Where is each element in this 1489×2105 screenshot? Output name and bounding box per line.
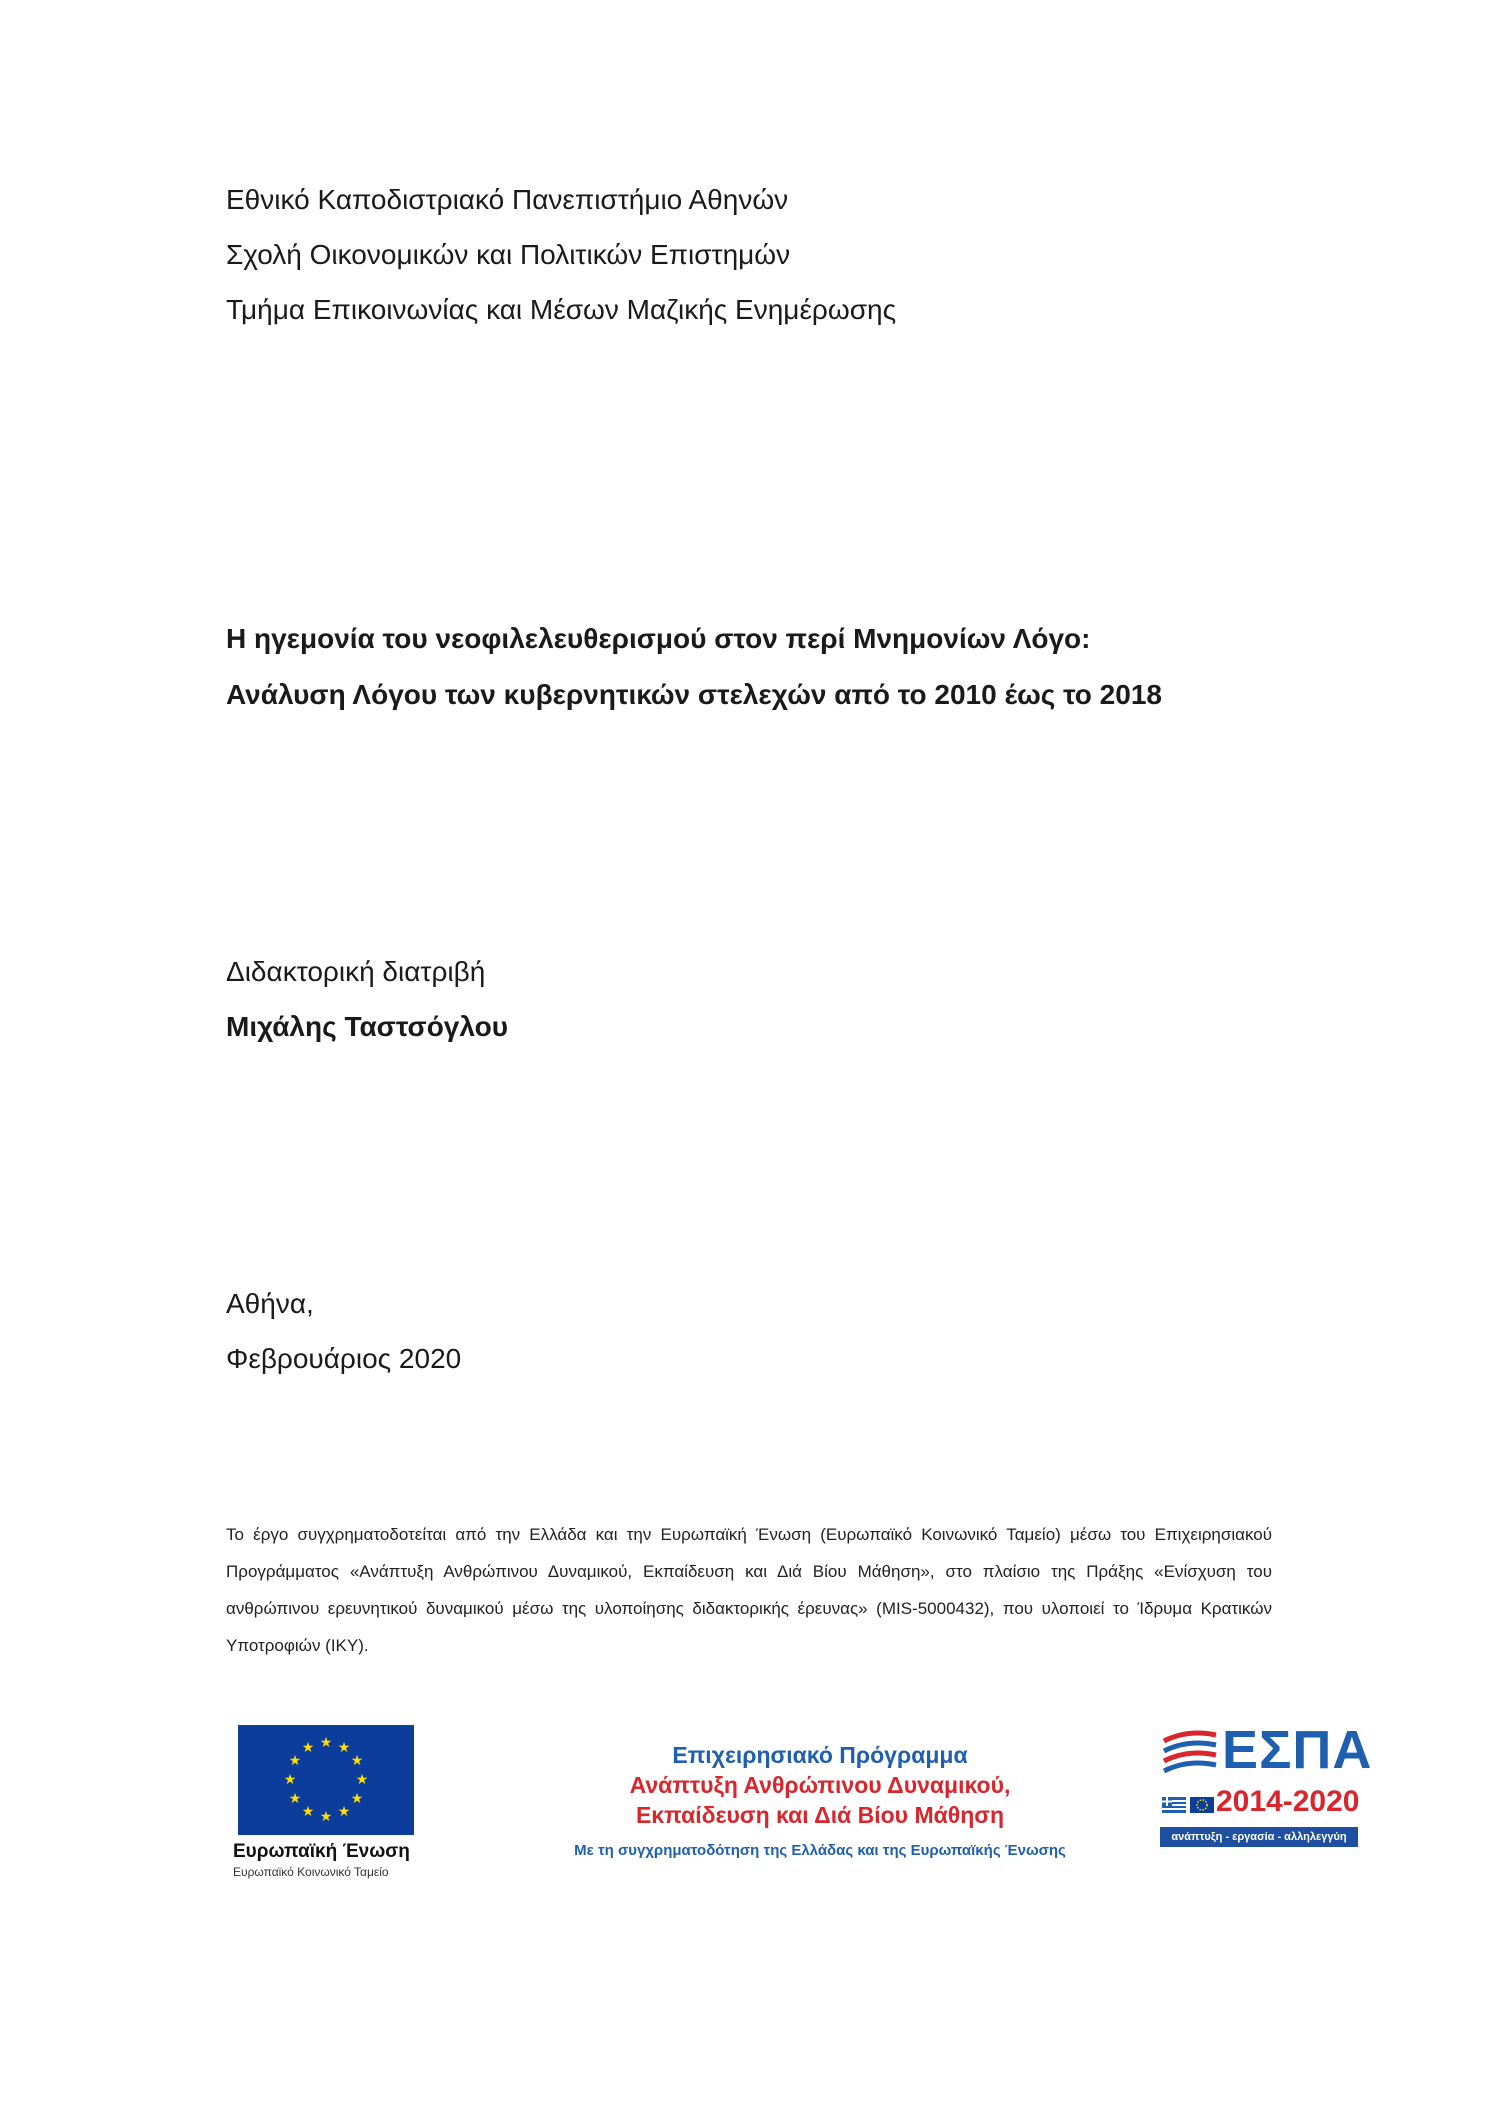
author-name: Μιχάλης Ταστσόγλου xyxy=(226,1011,509,1042)
greek-eu-flags-icon xyxy=(1162,1797,1214,1813)
svg-text:★: ★ xyxy=(319,1809,333,1825)
espa-years: 2014-2020 xyxy=(1216,1785,1360,1818)
espa-tagline: ανάπτυξη - εργασία - αλληλεγγύη xyxy=(1160,1827,1358,1847)
svg-text:★: ★ xyxy=(350,1753,364,1769)
op-subtitle-line1: Ανάπτυξη Ανθρώπινου Δυναμικού, xyxy=(629,1772,1011,1798)
department-name: Τμήμα Επικοινωνίας και Μέσων Μαζικής Ενημέρωσης xyxy=(226,294,897,325)
op-subtitle-line2: Εκπαίδευση και Διά Βίου Μάθηση xyxy=(635,1802,1005,1828)
espa-logo xyxy=(1160,1720,1373,1847)
svg-text:★: ★ xyxy=(288,1753,302,1769)
espa-swoosh-icon xyxy=(1160,1725,1220,1783)
svg-text:★: ★ xyxy=(301,1740,315,1756)
eu-flag-icon xyxy=(238,1725,414,1835)
place: Αθήνα, xyxy=(226,1288,314,1319)
op-title: Επιχειρησιακό Πρόγραμμα xyxy=(672,1742,968,1768)
eu-logo xyxy=(233,1725,418,1879)
funding-notice: Το έργο συγχρηματοδοτείται από την Ελλάδα και την Ευρωπαϊκή Ένωση (Ευρωπαϊκό Κοινωνικό Ταμείο) μέσω του Επιχειρησιακού Προγράμματος «Ανάπτυξη Ανθρώπινου Δυναμικού, Εκπαίδευση και Διά Βίου Μάθηση», στο πλαίσιο της Πράξης «Ενίσχυση του ανθρώπινου ερευνητικού δυναμικού μέσω της υλοποίησης διδακτορικής έρευνας» (MIS-5000432), που υλοποιεί το Ίδρυμα Κρατικών Υποτροφιών (ΙΚΥ). xyxy=(226,1525,1272,1655)
svg-text:★: ★ xyxy=(350,1791,364,1807)
university-name: Εθνικό Καποδιστριακό Πανεπιστήμιο Αθηνών xyxy=(226,184,789,215)
eu-name: Ευρωπαϊκή Ένωση xyxy=(233,1841,410,1862)
svg-text:★: ★ xyxy=(337,1740,351,1756)
svg-text:★: ★ xyxy=(283,1772,297,1788)
thesis-type: Διδακτορική διατριβή xyxy=(226,956,486,987)
op-cofunding-note: Με τη συγχρηματοδότηση της Ελλάδας και της Ευρωπαϊκής Ένωσης xyxy=(574,1842,1066,1859)
svg-text:★: ★ xyxy=(319,1735,333,1751)
school-name: Σχολή Οικονομικών και Πολιτικών Επιστημών xyxy=(226,239,791,270)
thesis-title-line1: Η ηγεμονία του νεοφιλελευθερισμού στον περί Μνημονίων Λόγο: xyxy=(226,623,1091,654)
thesis-title-line2: Ανάλυση Λόγου των κυβερνητικών στελεχών από το 2010 έως το 2018 xyxy=(226,679,1162,710)
operational-programme-logo xyxy=(530,1740,1110,1859)
date: Φεβρουάριος 2020 xyxy=(226,1343,462,1374)
svg-text:★: ★ xyxy=(337,1804,351,1820)
svg-text:★: ★ xyxy=(355,1772,369,1788)
svg-text:★: ★ xyxy=(288,1791,302,1807)
eu-fund-name: Ευρωπαϊκό Κοινωνικό Ταμείο xyxy=(233,1865,389,1879)
espa-word: ΕΣΠΑ xyxy=(1222,1720,1373,1780)
svg-text:★: ★ xyxy=(301,1804,315,1820)
